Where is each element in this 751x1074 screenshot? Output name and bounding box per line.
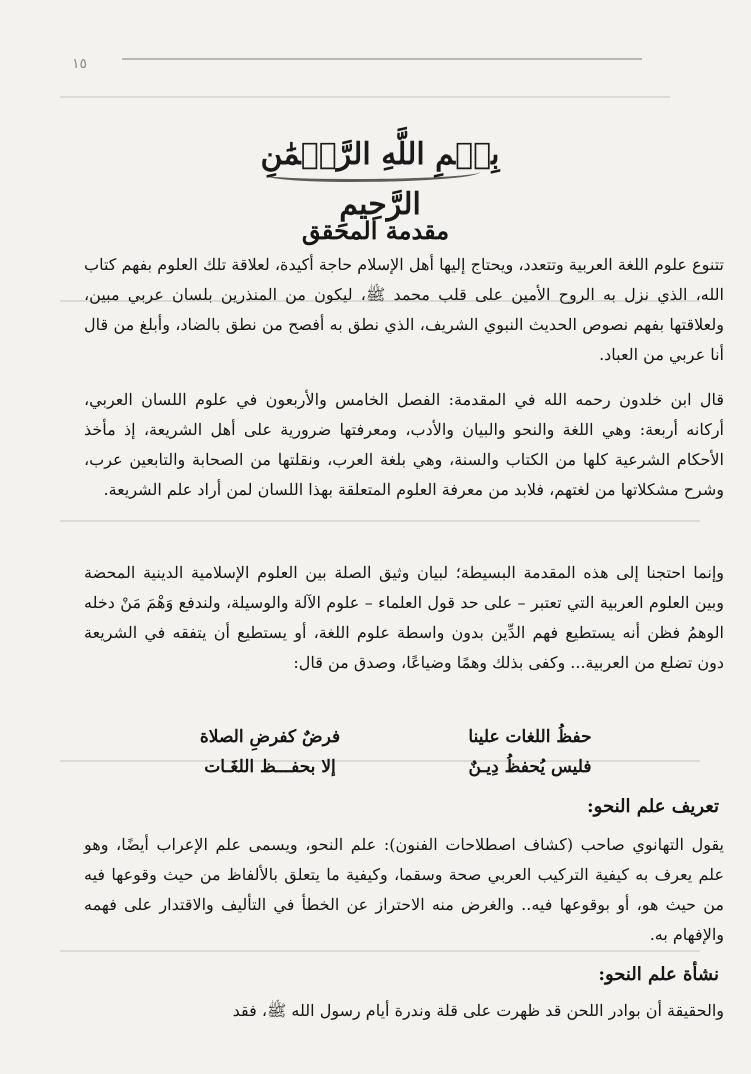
poem-line [170,752,630,782]
bleed-through-line [60,950,700,952]
paragraph-intro: تتنوع علوم اللغة العربية وتتعدد، ويحتاج إليها أهل الإسلام حاجة أكيدة، لعلاقة تلك العلوم بفهم كتاب الله، الذي نزل به الروح الأمين على قلب محمد ﷺ، ليكون من المنذرين بلسان عربي مبين، ولعلاقتها بفهم نصوص الحديث النبوي الشريف، الذي نطق به أفصح من نطق بالضاد، وأبلغ من قال أنا عربي من العباد. [84,255,724,364]
paragraph-origin: والحقيقة أن بوادر اللحن قد ظهرت على قلة وندرة أيام رسول الله ﷺ، فقد [232,1001,724,1020]
bleed-through-line [60,520,700,522]
poem [170,722,630,782]
bleed-through-line [60,96,670,98]
paragraph-purpose: وإنما احتجنا إلى هذه المقدمة البسيطة؛ لبيان وثيق الصلة بين العلوم الإسلامية الدينية المحضة وبين العلوم العربية التي تعتبر – على حد قول العلماء – علوم الآلة والوسيلة، ولندفع وَهْمَ مَنْ دخله الوهمُ فظن أنه يستطيع فهم الدِّين بدون واسطة علوم اللغة، أو يستطيع أن يتفقه في الشريعة دون تضلع من العربية... وكفى بذلك وهمًا وضياعًا، وصدق من قال: [84,563,724,672]
page-title: مقدمة المحقق [301,216,450,245]
poem-hemistich-left: إلا بحفـــظ اللغَـات [204,757,336,777]
section-heading-definition: تعريف علم النحو: [587,796,719,817]
section-heading-origin: نشأة علم النحو: [598,964,719,985]
header-rule [122,58,642,60]
paragraph-definition: يقول التهانوي صاحب (كشاف اصطلاحات الفنون): علم النحو، ويسمى علم الإعراب أيضًا، وهو علم يعرف به كيفية التركيب العربي صحة وسقما، وكيفية ما يتعلق بالألفاظ من حيث وقوعها فيه من حيث هو، أو بوقوعها فيه.. والغرض منه الاحتراز عن الخطأ في التأليف والاقتدار على فهمه والإفهام به. [84,835,725,944]
page-number: ١٥ [72,56,88,72]
basmala: بِسۡمِ اللَّهِ الرَّحۡمَٰنِ الرَّحِيمِ [260,137,500,222]
poem-line [170,722,630,752]
paragraph-ibn-khaldun: قال ابن خلدون رحمه الله في المقدمة: الفصل الخامس والأربعون في علوم اللسان العربي، أركانه أربعة: وهي اللغة والنحو والبيان والأدب، ومعرفتها ضرورية على أهل الشريعة، إذ مأخذ الأحكام الشرعية كلها من الكتاب والسنة، وهي بلغة العرب، ونقلتها من الصحابة والتابعين عرب، وشرح مشكلاتها من لغتهم، فلابد من معرفة العلوم المتعلقة بهذا اللسان لمن أراد علم الشريعة. [84,390,724,499]
poem-hemistich-right: فليس يُحفظُ دِيـنٌ [468,757,592,777]
poem-hemistich-left: فرضٌ كفرضِ الصلاة [199,727,341,747]
poem-hemistich-right: حفظُ اللغات علينا [468,727,592,747]
